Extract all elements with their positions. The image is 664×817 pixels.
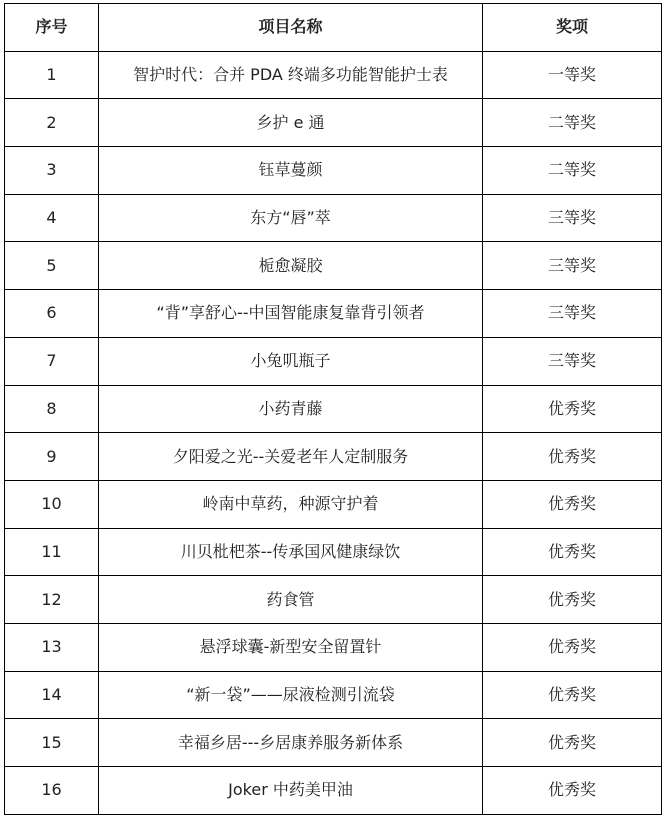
row-project-name: 药食管	[99, 576, 483, 624]
row-award: 二等奖	[483, 99, 662, 147]
table-row	[5, 719, 662, 767]
row-project-name: 东方“唇”萃	[99, 194, 483, 242]
row-project-name: 幸福乡居---乡居康养服务新体系	[99, 719, 483, 767]
row-index: 3	[5, 147, 99, 195]
row-index: 12	[5, 576, 99, 624]
table-row	[5, 671, 662, 719]
table-row	[5, 51, 662, 99]
header-award: 奖项	[483, 4, 662, 52]
row-index: 16	[5, 767, 99, 815]
row-index: 13	[5, 623, 99, 671]
row-award: 优秀奖	[483, 528, 662, 576]
table-header	[5, 4, 662, 52]
header-project-name: 项目名称	[99, 4, 483, 52]
row-award: 三等奖	[483, 194, 662, 242]
table-row	[5, 385, 662, 433]
row-index: 7	[5, 337, 99, 385]
row-project-name: 川贝枇杷茶--传承国风健康绿饮	[99, 528, 483, 576]
row-award: 优秀奖	[483, 767, 662, 815]
row-award: 一等奖	[483, 51, 662, 99]
row-project-name: 钰草蔓颜	[99, 147, 483, 195]
row-project-name: 智护时代：合并 PDA 终端多功能智能护士表	[99, 51, 483, 99]
table-body	[5, 51, 662, 814]
header-row	[5, 4, 662, 52]
row-project-name: 岭南中草药，种源守护着	[99, 480, 483, 528]
table-row	[5, 290, 662, 338]
row-project-name: 乡护 e 通	[99, 99, 483, 147]
table-row	[5, 147, 662, 195]
table-row	[5, 433, 662, 481]
row-award: 三等奖	[483, 242, 662, 290]
awards-table	[4, 3, 662, 815]
row-award: 优秀奖	[483, 671, 662, 719]
row-award: 优秀奖	[483, 719, 662, 767]
table-row	[5, 480, 662, 528]
row-project-name: “新一袋”——尿液检测引流袋	[99, 671, 483, 719]
row-award: 优秀奖	[483, 623, 662, 671]
header-index: 序号	[5, 4, 99, 52]
row-project-name: 夕阳爱之光--关爱老年人定制服务	[99, 433, 483, 481]
row-index: 5	[5, 242, 99, 290]
row-index: 14	[5, 671, 99, 719]
row-project-name: 悬浮球囊-新型安全留置针	[99, 623, 483, 671]
row-award: 二等奖	[483, 147, 662, 195]
table-row	[5, 767, 662, 815]
row-index: 6	[5, 290, 99, 338]
row-project-name: 小兔叽瓶子	[99, 337, 483, 385]
row-award: 三等奖	[483, 337, 662, 385]
table-row	[5, 242, 662, 290]
row-award: 优秀奖	[483, 576, 662, 624]
row-project-name: 小药青藤	[99, 385, 483, 433]
table-row	[5, 337, 662, 385]
row-project-name: 栀愈凝胶	[99, 242, 483, 290]
table-row	[5, 623, 662, 671]
row-index: 1	[5, 51, 99, 99]
row-index: 11	[5, 528, 99, 576]
row-award: 三等奖	[483, 290, 662, 338]
row-award: 优秀奖	[483, 480, 662, 528]
row-award: 优秀奖	[483, 433, 662, 481]
row-index: 15	[5, 719, 99, 767]
table-row	[5, 528, 662, 576]
row-index: 8	[5, 385, 99, 433]
row-index: 10	[5, 480, 99, 528]
table-row	[5, 194, 662, 242]
row-award: 优秀奖	[483, 385, 662, 433]
table-row	[5, 576, 662, 624]
row-project-name: Joker 中药美甲油	[99, 767, 483, 815]
row-index: 2	[5, 99, 99, 147]
table-row	[5, 99, 662, 147]
row-project-name: “背”享舒心--中国智能康复靠背引领者	[99, 290, 483, 338]
row-index: 9	[5, 433, 99, 481]
row-index: 4	[5, 194, 99, 242]
